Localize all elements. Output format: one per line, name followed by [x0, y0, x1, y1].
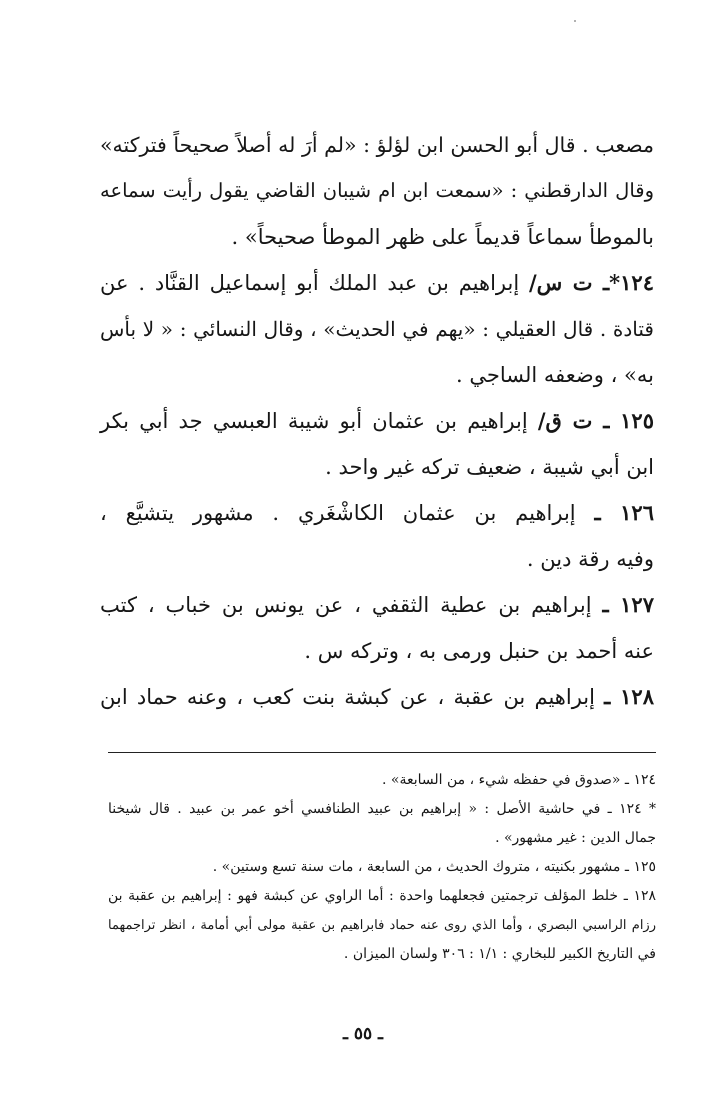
- line-text: إبراهيم بن عثمان أبو شيبة العبسي جد أبي بكر: [100, 409, 528, 433]
- text-line: [100, 352, 654, 398]
- text-line: [100, 122, 654, 168]
- line-text: ابن أبي شيبة ، ضعيف تركه غير واحد .: [325, 455, 654, 479]
- line-text: بالموطأ سماعاً قديماً على ظهر الموطأ صحيحاً» .: [231, 225, 654, 249]
- footnote-line: في التاريخ الكبير للبخاري : ١/١ : ٣٠٦ ولسان الميزان .: [343, 946, 656, 962]
- text-line: [100, 398, 654, 444]
- line-text: وقال الدارقطني : «سمعت ابن ام شيبان القاضي يقول رأيت سماعه: [100, 179, 654, 202]
- line-text: مصعب . قال أبو الحسن ابن لؤلؤ : «لم أرَ له أصلاً صحيحاً فتركته»: [100, 133, 654, 157]
- text-line: [100, 444, 654, 490]
- paper-speck: [574, 20, 576, 22]
- line-text: إبراهيم بن عقبة ، عن كبشة بنت كعب ، وعنه حماد ابن: [100, 685, 595, 709]
- line-text: إبراهيم بن عثمان الكاشْغَري . مشهور يتشيَّع ،: [100, 501, 576, 525]
- text-line: [100, 214, 654, 260]
- entry-number: ١٢٤*ـ ت س/: [529, 270, 654, 295]
- entry-number: ١٢٨ ـ: [604, 684, 654, 709]
- text-line: [100, 628, 654, 674]
- line-text: عنه أحمد بن حنبل ورمى به ، وتركه س .: [304, 639, 654, 663]
- footnote-line: رزام الراسبي البصري ، وأما الذي روى عنه حماد فابراهيم بن عقبة مولى أبي أمامة ، انظر تراجمهما: [108, 918, 656, 933]
- footnote-separator: [108, 752, 656, 753]
- main-text: [100, 122, 654, 720]
- line-text: به» ، وضعفه الساجي .: [456, 363, 654, 387]
- text-line: [100, 582, 654, 628]
- line-text: إبراهيم بن عطية الثقفي ، عن يونس بن خباب ، كتب: [100, 593, 592, 617]
- text-line: [100, 674, 654, 720]
- text-line: [100, 260, 654, 306]
- line-text: قتادة . قال العقيلي : «يهم في الحديث» ، وقال النسائي : « لا بأس: [100, 317, 654, 341]
- text-line: [100, 168, 654, 214]
- text-line: [100, 306, 654, 352]
- line-text: إبراهيم بن عبد الملك أبو إسماعيل القنَّاد . عن: [100, 271, 520, 295]
- text-line: [100, 490, 654, 536]
- footnote-line: ١٢٨ ـ خلط المؤلف ترجمتين فجعلهما واحدة : أما الراوي عن كبشة فهو : إبراهيم بن عقبة بن: [108, 888, 656, 904]
- text-line: [100, 536, 654, 582]
- footnote-line: * ١٢٤ ـ في حاشية الأصل : « إبراهيم بن عبيد الطنافسي أخو عمر بن عبيد . قال شيخنا: [108, 801, 657, 817]
- footnote-line: جمال الدين : غير مشهور» .: [495, 830, 656, 846]
- footnotes: [108, 766, 656, 969]
- footnote-line: ١٢٥ ـ مشهور بكنيته ، متروك الحديث ، من السابعة ، مات سنة تسع وستين» .: [212, 859, 656, 875]
- entry-number: ١٢٧ ـ: [602, 592, 654, 617]
- page-number: ـ ٥٥ ـ: [342, 1024, 384, 1044]
- entry-number: ١٢٦ ـ: [594, 500, 654, 525]
- entry-number: ١٢٥ ـ ت ق/: [537, 408, 654, 433]
- line-text: وفيه رقة دين .: [526, 547, 654, 571]
- footnote-line: ١٢٤ ـ «صدوق في حفظه شيء ، من السابعة» .: [382, 772, 656, 788]
